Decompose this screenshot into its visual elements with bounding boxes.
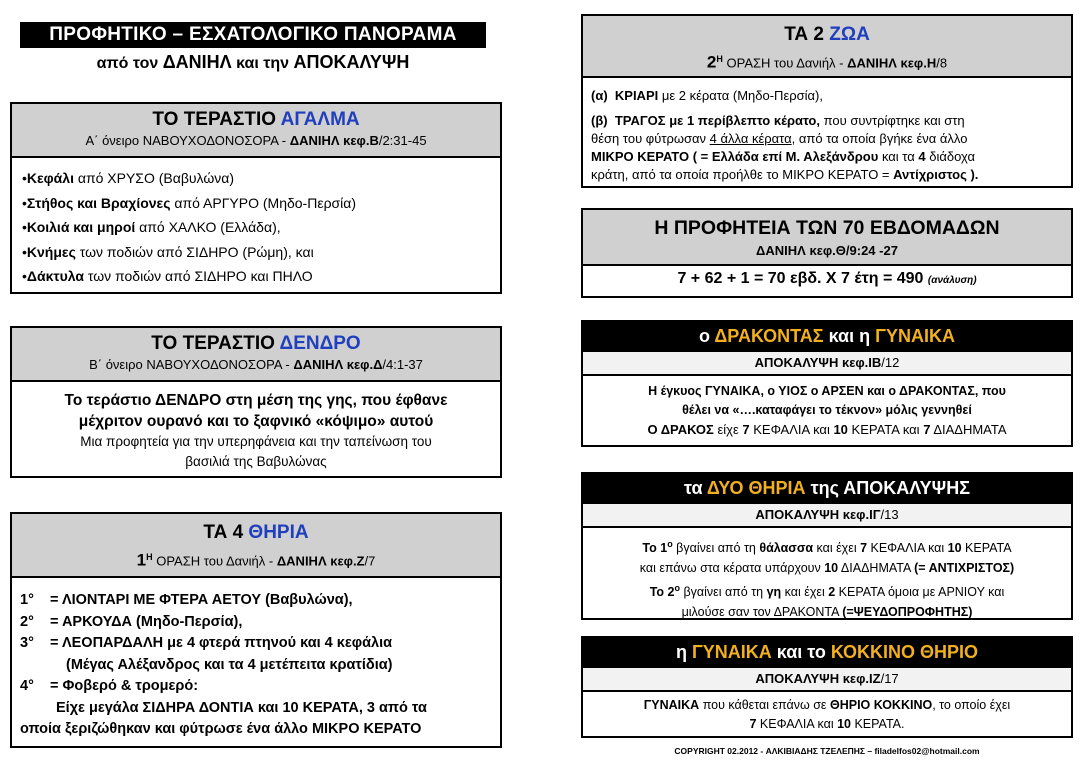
scarlet-text-1: ΓΥΝΑΙΚΑ που κάθεται επάνω σε ΘΗΡΙΟ ΚΟΚΚΙΝΟ, το οποίο έχει <box>643 698 1011 712</box>
subtitle-text: και την <box>236 55 290 72</box>
scarlet-text-2: 7 ΚΕΦΑΛΙΑ και 10 ΚΕΡΑΤΑ. <box>749 717 905 731</box>
beast-item-detail: (Μέγας Αλέξανδρος και τα 4 μετέπειτα κρατίδια) <box>66 656 393 673</box>
beast-sea-text: Το $1^o$ βγαίνει από τη θάλασσα και έχει 7 ΚΕΦΑΛΙΑ και 10 ΚΕΡΑΤΑ <box>642 539 1012 556</box>
two-beasts-title: τα ΔΥΟ ΘΗΡΙΑ της ΑΠΟΚΑΛΥΨΗΣ <box>583 474 1071 502</box>
statue-item: •Δάκτυλα των ποδιών από ΣΙΔΗΡΟ και ΠΗΛΟ <box>22 268 313 284</box>
page-subtitle <box>20 52 486 73</box>
four-beasts-header <box>12 514 500 578</box>
subtitle-apok: ΑΠΟΚΑΛΥΨΗ <box>293 52 410 72</box>
four-beasts-reference: $1^H$ ΟΡΑΣΗ του Δανιήλ - ΔΑΝΙΗΛ κεφ.Ζ/7 <box>136 550 376 570</box>
two-animals-title-word: ΖΩΑ <box>829 24 870 45</box>
seventy-weeks-formula: 7 + 62 + 1 = 70 εβδ. Χ 7 έτη = 490 <box>677 270 924 287</box>
tree-text-3: Μια προφητεία για την υπερηφάνεια και την ταπείνωση του <box>80 434 432 449</box>
animal-b-line3: ΜΙΚΡΟ ΚΕΡΑΤΟ ( = Ελλάδα επί Μ. Αλεξάνδρου και τα 4 διάδοχα <box>591 149 975 164</box>
tree-reference: Β΄ όνειρο ΝΑΒΟΥΧΟΔΟΝΟΣΟΡΑ - ΔΑΝΙΗΛ κεφ.Δ/4:1-37 <box>89 357 423 372</box>
two-animals-title: ΤΑ 2 ΖΩΑ <box>784 24 870 45</box>
two-beasts-box <box>581 472 1073 620</box>
statue-item: •Κνήμες των ποδιών από ΣΙΔΗΡΟ (Ρώμη), και <box>22 243 314 260</box>
tree-title-word: ΔΕΝΔΡΟ <box>279 333 361 354</box>
four-beasts-box <box>10 512 502 748</box>
page-title: ΠΡΟΦΗΤΙΚΟ – ΕΣΧΑΤΟΛΟΓΙΚΟ ΠΑΝΟΡΑΜΑ <box>20 22 486 48</box>
animal-b: (β) ΤΡΑΓΟΣ με 1 περίβλεπτο κέρατο, που συντρίφτηκε και στη <box>591 113 965 128</box>
scarlet-beast-reference: ΑΠΟΚΑΛΥΨΗ κεφ.ΙΖ/17 <box>583 666 1071 692</box>
statue-item: •Κεφάλι από ΧΡΥΣΟ (Βαβυλώνα) <box>22 170 235 186</box>
tree-text-2: μέχριτον ουρανό και το ξαφνικό «κόψιμο» αυτού <box>78 413 434 430</box>
beast-item-detail: Είχε μεγάλα ΣΙΔΗΡΑ ΔΟΝΤΙΑ και 10 ΚΕΡΑΤΑ, 3 από τα <box>56 699 427 716</box>
tree-text-1: Το τεράστιο ΔΕΝΔΡΟ στη μέση της γης, που έφθανε <box>64 392 448 409</box>
subtitle-danil: ΔΑΝΙΗΛ <box>162 52 232 72</box>
tree-title: ΤΟ ΤΕΡΑΣΤΙΟ ΔΕΝΔΡΟ <box>151 333 361 354</box>
subtitle-text: από τον <box>96 55 159 72</box>
copyright-text: COPYRIGHT 02.2012 - ΑΛΚΙΒΙΑΔΗΣ ΤΖΕΛΕΠΗΣ – filadelfos02@hotmail.com <box>674 746 980 756</box>
statue-header <box>12 104 500 158</box>
statue-item: •Στήθος και Βραχίονες από ΑΡΓΥΡΟ (Μηδο-Περσία) <box>22 194 357 211</box>
tree-header <box>12 328 500 382</box>
beast-earth-text-2: μιλούσε σαν τον ΔΡΑΚΟΝΤΑ (=ΨΕΥΔΟΠΡΟΦΗΤΗΣ) <box>681 605 973 620</box>
beast-earth-text: Το $2^o$ βγαίνει από τη γη και έχει 2 ΚΕΡΑΤΑ όμοια με ΑΡΝΙΟΥ και <box>649 583 1005 600</box>
statue-box <box>10 102 502 294</box>
four-beasts-title: ΤΑ 4 ΘΗΡΙΑ <box>203 522 309 543</box>
scarlet-beast-box <box>581 636 1073 738</box>
dragon-text-2: θέλει να «….καταφάγει το τέκνον» μόλις γεννηθεί <box>682 403 972 417</box>
analysis-note: (ανάλυση) <box>927 275 977 286</box>
seventy-weeks-box <box>581 208 1073 298</box>
animal-b-line2: θέση του φύτρωσαν 4 άλλα κέρατα, από τα οποία βγήκε ένα άλλο <box>591 131 968 146</box>
dragon-woman-reference: ΑΠΟΚΑΛΥΨΗ κεφ.ΙΒ/12 <box>583 350 1071 376</box>
seventy-weeks-reference: ΔΑΝΙΗΛ κεφ.Θ/9:24 -27 <box>756 243 898 258</box>
dragon-text-1: Η έγκυος ΓΥΝΑΙΚΑ, ο ΥΙΟΣ ο ΑΡΣΕΝ και ο ΔΡΑΚΟΝΤΑΣ, που <box>648 384 1006 398</box>
beast-item: 1° = ΛΙΟΝΤΑΡΙ ΜΕ ΦΤΕΡΑ ΑΕΤΟΥ (Βαβυλώνα), <box>20 592 353 608</box>
scarlet-beast-title: η ΓΥΝΑΙΚΑ και το ΚΟΚΚΙΝΟ ΘΗΡΙΟ <box>583 638 1071 666</box>
animal-b-line4: κράτη, από τα οποία προήλθε το ΜΙΚΡΟ ΚΕΡΑΤΟ = Αντίχριστος ). <box>591 167 979 182</box>
two-animals-reference: $2^H$ ΟΡΑΣΗ του Δανιήλ - ΔΑΝΙΗΛ κεφ.Η/8 <box>706 52 948 72</box>
statue-title: ΤΟ ΤΕΡΑΣΤΙΟ ΑΓΑΛΜΑ <box>152 109 360 130</box>
two-animals-header <box>583 16 1071 78</box>
statue-title-word: ΑΓΑΛΜΑ <box>280 109 360 130</box>
beast-item: 2° = ΑΡΚΟΥΔΑ (Μηδο-Περσία), <box>20 613 243 630</box>
dragon-woman-title: ο ΔΡΑΚΟΝΤΑΣ και η ΓΥΝΑΙΚΑ <box>583 322 1071 350</box>
dragon-text-3: Ο ΔΡΑΚΟΣ είχε 7 ΚΕΦΑΛΙΑ και 10 ΚΕΡΑΤΑ και 7 ΔΙΑΔΗΜΑΤΑ <box>647 422 1007 437</box>
beast-item: 3° = ΛΕΟΠΑΡΔΑΛΗ με 4 φτερά πτηνού και 4 κεφάλια <box>20 635 393 651</box>
beast-item: 4° = Φοβερό & τρομερό: <box>20 678 199 694</box>
four-beasts-title-word: ΘΗΡΙΑ <box>248 522 309 543</box>
animal-a: (α) ΚΡΙΑΡΙ με 2 κέρατα (Μηδο-Περσία), <box>591 88 824 103</box>
beast-sea-text-2: και επάνω στα κέρατα υπάρχουν 10 ΔΙΑΔΗΜΑΤΑ (= ΑΝΤΙΧΡΙΣΤΟΣ) <box>639 561 1015 576</box>
tree-box <box>10 326 502 478</box>
two-beasts-reference: ΑΠΟΚΑΛΥΨΗ κεφ.ΙΓ/13 <box>583 502 1071 528</box>
dragon-woman-box <box>581 320 1073 447</box>
statue-reference: Α΄ όνειρο ΝΑΒΟΥΧΟΔΟΝΟΣΟΡΑ - ΔΑΝΙΗΛ κεφ.Β/2:31-45 <box>85 133 427 148</box>
seventy-weeks-title: Η ΠΡΟΦΗΤΕΙΑ ΤΩΝ 70 ΕΒΔΟΜΑΔΩΝ <box>654 217 1000 239</box>
seventy-weeks-header <box>583 210 1071 266</box>
two-animals-box <box>581 14 1073 188</box>
statue-item: •Κοιλιά και μηροί από ΧΑΛΚΟ (Ελλάδα), <box>22 219 281 235</box>
beast-item-detail: οποία ξεριζώθηκαν και φύτρωσε ένα άλλο ΜΙΚΡΟ ΚΕΡΑΤΟ <box>20 721 422 737</box>
tree-text-4: βασιλιά της Βαβυλώνας <box>185 454 327 469</box>
